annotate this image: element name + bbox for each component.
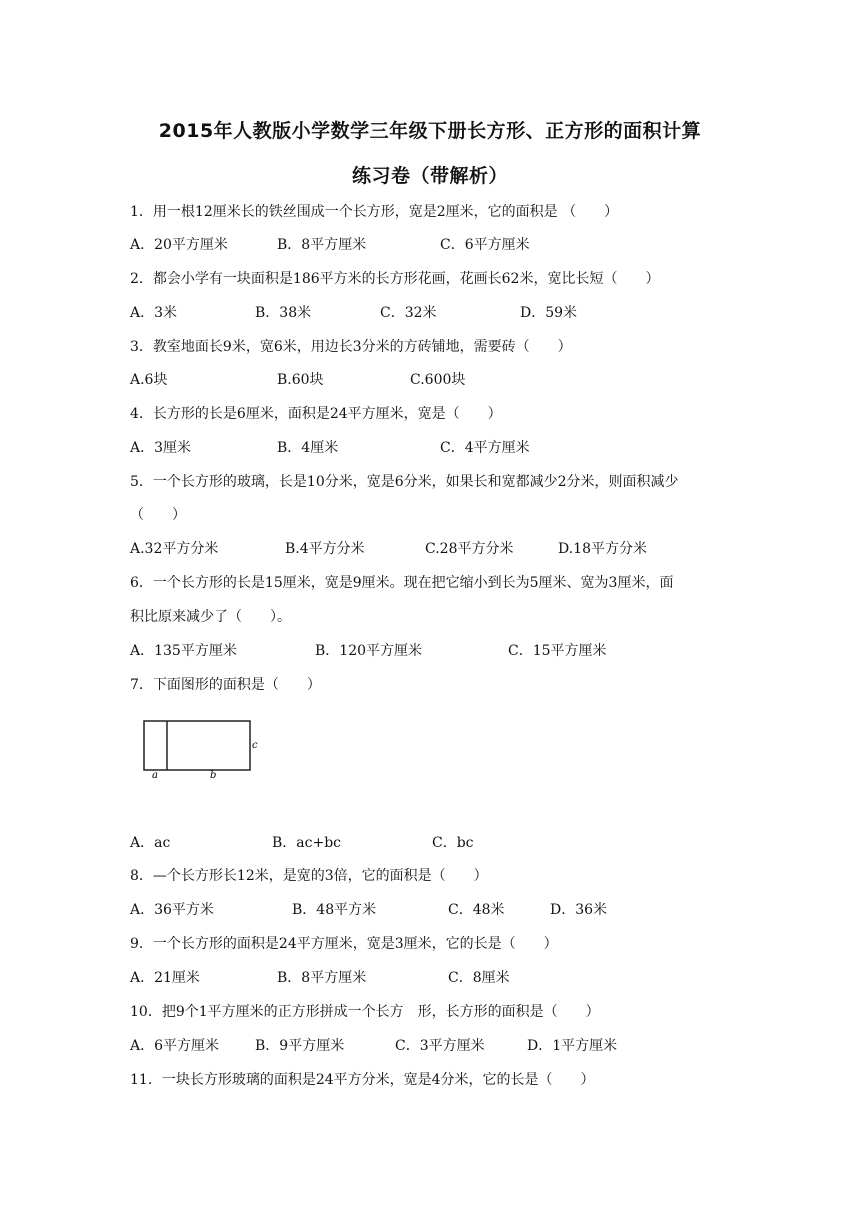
- q8-option-c: C．48米: [448, 902, 505, 918]
- question-11: 11．一块长方形玻璃的面积是24平方分米，宽是4分米，它的长是（ ）: [130, 1072, 595, 1088]
- question-6-cont: 积比原来减少了（ ）。: [130, 609, 291, 625]
- q3-option-a: A.6块: [130, 372, 168, 388]
- q8-option-a: A．36平方米: [130, 902, 214, 918]
- page-title: 2015年人教版小学数学三年级下册长方形、正方形的面积计算: [158, 120, 702, 142]
- figure-label-a: a: [152, 770, 158, 780]
- q7-option-b: B．ac+bc: [272, 835, 342, 851]
- q5-option-a: A.32平方分米: [130, 541, 219, 557]
- q8-option-d: D．36米: [550, 902, 608, 918]
- rectangle-figure: [140, 718, 270, 780]
- q6-option-a: A．135平方厘米: [130, 643, 237, 659]
- q2-option-a: A．3米: [130, 305, 178, 321]
- q3-option-b: B.60块: [277, 372, 324, 388]
- question-4: 4．长方形的长是6厘米，面积是24平方厘米，宽是（ ）: [130, 406, 502, 422]
- q9-option-a: A．21厘米: [130, 970, 200, 986]
- q9-option-b: B．8平方厘米: [277, 970, 367, 986]
- q7-option-c: C．bc: [432, 835, 474, 851]
- q2-option-d: D．59米: [520, 305, 578, 321]
- q4-option-b: B．4厘米: [277, 440, 339, 456]
- q1-option-a: A．20平方厘米: [130, 237, 228, 253]
- question-1: 1．用一根12厘米长的铁丝围成一个长方形，宽是2厘米，它的面积是 （ ）: [130, 204, 619, 220]
- q6-option-c: C．15平方厘米: [508, 643, 607, 659]
- q7-option-a: A．ac: [130, 835, 171, 851]
- q5-option-d: D.18平方分米: [558, 541, 647, 557]
- question-6: 6．一个长方形的长是15厘米，宽是9厘米。现在把它缩小到长为5厘米、宽为3厘米，面: [130, 575, 674, 591]
- q6-option-b: B．120平方厘米: [315, 643, 423, 659]
- question-2: 2．都会小学有一块面积是186平方米的长方形花画，花画长62米，宽比长短（ ）: [130, 271, 660, 287]
- q2-option-b: B．38米: [255, 305, 312, 321]
- question-10: 10．把9个1平方厘米的正方形拼成一个长方 形，长方形的面积是（ ）: [130, 1004, 600, 1020]
- q10-option-a: A．6平方厘米: [130, 1038, 220, 1054]
- q4-option-a: A．3厘米: [130, 440, 192, 456]
- question-9: 9．一个长方形的面积是24平方厘米，宽是3厘米，它的长是（ ）: [130, 936, 558, 952]
- page-subtitle: 练习卷（带解析）: [351, 165, 508, 187]
- q8-option-b: B．48平方米: [292, 902, 377, 918]
- q9-option-c: C．8厘米: [448, 970, 510, 986]
- q10-option-d: D．1平方厘米: [527, 1038, 618, 1054]
- q5-option-b: B.4平方分米: [285, 541, 365, 557]
- q10-option-c: C．3平方厘米: [395, 1038, 485, 1054]
- figure-label-c: c: [252, 740, 258, 751]
- q2-option-c: C．32米: [380, 305, 437, 321]
- q10-option-b: B．9平方厘米: [255, 1038, 345, 1054]
- question-5: 5．一个长方形的玻璃，长是10分米，宽是6分米，如果长和宽都减少2分米，则面积减少: [130, 474, 679, 490]
- question-8: 8．—个长方形长12米，是宽的3倍，它的面积是（ ）: [130, 868, 488, 884]
- question-7: 7．下面图形的面积是（ ）: [130, 677, 321, 693]
- q4-option-c: C．4平方厘米: [440, 440, 530, 456]
- figure-label-b: b: [210, 770, 217, 780]
- q1-option-c: C．6平方厘米: [440, 237, 530, 253]
- q1-option-b: B．8平方厘米: [277, 237, 367, 253]
- question-3: 3．教室地面长9米，宽6米，用边长3分米的方砖铺地，需要砖（ ）: [130, 339, 572, 355]
- question-5-cont: （ ）: [130, 507, 186, 523]
- q3-option-c: C.600块: [410, 372, 466, 388]
- q5-option-c: C.28平方分米: [425, 541, 514, 557]
